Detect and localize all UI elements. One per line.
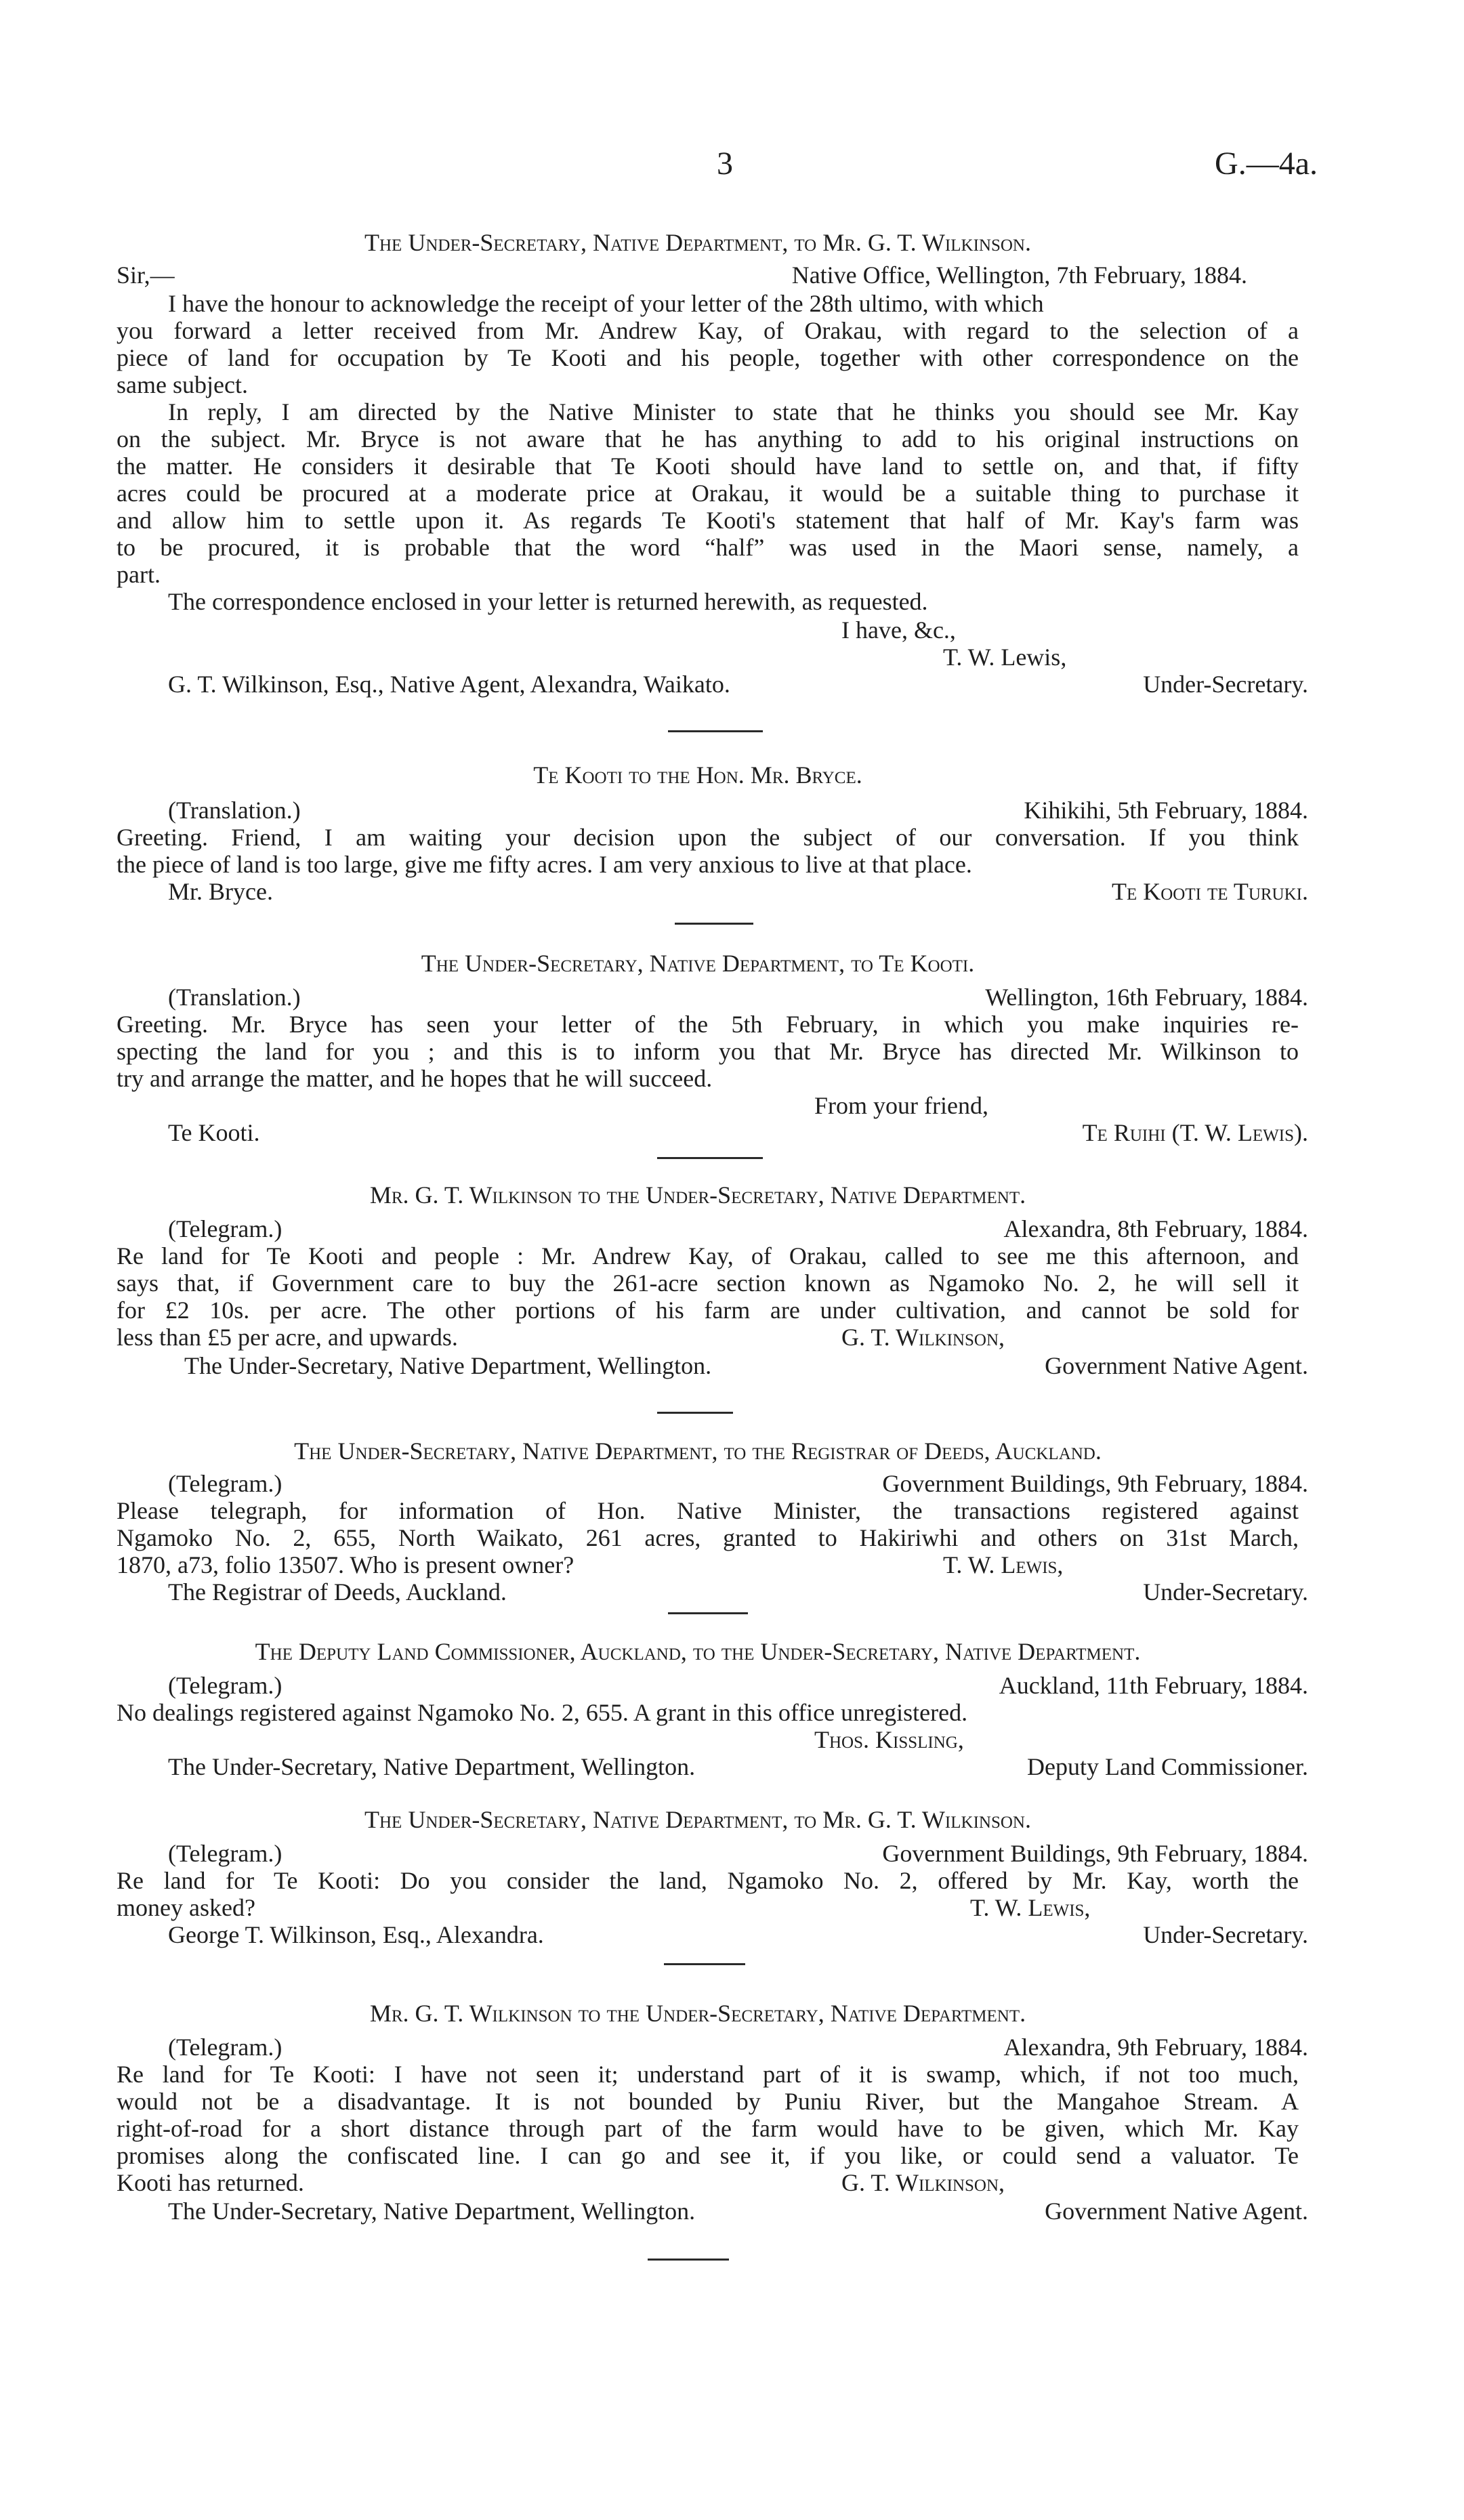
body-line: same subject. (117, 371, 248, 398)
translation-note: (Translation.) (168, 984, 301, 1011)
body-line: money asked? (117, 1894, 255, 1921)
place-date: Wellington, 16th February, 1884. (985, 984, 1308, 1011)
letter-heading: The Under-Secretary, Native Department, to Te Kooti. (421, 950, 975, 977)
signer-title: Deputy Land Commissioner. (1027, 1753, 1308, 1780)
body-line: Please telegraph, for information of Hon. Native Minister, the transactions registered against (117, 1497, 1299, 1524)
body-line: 1870, a73, folio 13507. Who is present owner? (117, 1551, 574, 1578)
place-date: Government Buildings, 9th February, 1884. (882, 1470, 1308, 1497)
body-line: Kooti has returned. (117, 2169, 304, 2196)
body-line: Re land for Te Kooti: Do you consider the land, Ngamoko No. 2, offered by Mr. Kay, worth the (117, 1867, 1299, 1894)
addressee: The Under-Secretary, Native Department, Wellington. (168, 1753, 696, 1780)
place-date: Auckland, 11th February, 1884. (999, 1672, 1308, 1699)
addressee: G. T. Wilkinson, Esq., Native Agent, Alexandra, Waikato. (168, 671, 730, 698)
letter-heading: Te Kooti to the Hon. Mr. Bryce. (533, 761, 862, 789)
page-number: 3 (717, 146, 733, 182)
signer: T. W. Lewis, (943, 1551, 1064, 1578)
body-line: and allow him to settle upon it. As regards Te Kooti's statement that half of Mr. Kay's farm was (117, 507, 1299, 534)
signer-title: Under-Secretary. (1143, 671, 1308, 698)
translation-note: (Translation.) (168, 797, 301, 824)
body-line: for £2 10s. per acre. The other portions of his farm are under cultivation, and cannot be sold for (117, 1297, 1299, 1324)
section-divider (657, 1412, 733, 1414)
telegram-note: (Telegram.) (168, 1672, 283, 1699)
letter-heading: Mr. G. T. Wilkinson to the Under-Secretary, Native Department. (369, 2000, 1026, 2027)
telegram-note: (Telegram.) (168, 1215, 283, 1242)
body-line: No dealings registered against Ngamoko No. 2, 655. A grant in this office unregistered. (117, 1699, 968, 1726)
body-line: you forward a letter received from Mr. Andrew Kay, of Orakau, with regard to the selection of a (117, 317, 1299, 344)
closing: I have, &c., (841, 616, 956, 644)
body-line: right-of-road for a short distance through part of the farm would have to be given, which Mr. Kay (117, 2115, 1299, 2142)
section-divider (664, 1963, 745, 1965)
signer: Te Ruihi (T. W. Lewis). (1082, 1119, 1308, 1146)
body-line: The correspondence enclosed in your letter is returned herewith, as requested. (168, 588, 928, 615)
signer: T. W. Lewis, (943, 644, 1067, 671)
section-divider (668, 730, 763, 732)
place-date: Native Office, Wellington, 7th February, 1884. (791, 261, 1247, 289)
document-reference: G.—4a. (1215, 146, 1318, 182)
addressee: The Under-Secretary, Native Department, Wellington. (168, 2198, 696, 2225)
body-line: to be procured, it is probable that the word “half” was used in the Maori sense, namely, a (117, 534, 1299, 561)
body-line: try and arrange the matter, and he hopes that he will succeed. (117, 1065, 713, 1092)
addressee: The Registrar of Deeds, Auckland. (168, 1578, 507, 1605)
section-divider (657, 1157, 763, 1159)
body-line: the piece of land is too large, give me fifty acres. I am very anxious to live at that place. (117, 851, 972, 878)
body-line: would not be a disadvantage. It is not bounded by Puniu River, but the Mangahoe Stream. A (117, 2088, 1299, 2115)
body-line: piece of land for occupation by Te Kooti and his people, together with other correspondence on the (117, 344, 1299, 371)
letter-heading: The Deputy Land Commissioner, Auckland, to the Under-Secretary, Native Department. (255, 1638, 1141, 1665)
closing: From your friend, (814, 1092, 988, 1119)
place-date: Alexandra, 9th February, 1884. (1003, 2034, 1308, 2061)
telegram-note: (Telegram.) (168, 1840, 283, 1867)
body-line: Re land for Te Kooti and people : Mr. Andrew Kay, of Orakau, called to see me this afternoon, and (117, 1242, 1299, 1269)
section-divider (675, 923, 753, 925)
signer: T. W. Lewis, (970, 1894, 1091, 1921)
letter-heading: Mr. G. T. Wilkinson to the Under-Secretary, Native Department. (369, 1181, 1026, 1209)
body-line: the matter. He considers it desirable that Te Kooti should have land to settle on, and that, if fifty (117, 453, 1299, 480)
place-date: Government Buildings, 9th February, 1884. (882, 1840, 1308, 1867)
letter-heading: The Under-Secretary, Native Department, to Mr. G. T. Wilkinson. (364, 229, 1031, 256)
body-line: In reply, I am directed by the Native Minister to state that he thinks you should see Mr. Kay (168, 398, 1299, 425)
letter-heading: The Under-Secretary, Native Department, to the Registrar of Deeds, Auckland. (294, 1437, 1102, 1465)
body-line: I have the honour to acknowledge the receipt of your letter of the 28th ultimo, with which (168, 290, 1044, 317)
body-line: promises along the confiscated line. I can go and see it, if you like, or could send a valuator. Te (117, 2142, 1299, 2169)
place-date: Alexandra, 8th February, 1884. (1003, 1215, 1308, 1242)
signer-title: Government Native Agent. (1045, 1352, 1308, 1379)
body-line: Ngamoko No. 2, 655, North Waikato, 261 acres, granted to Hakiriwhi and others on 31st March, (117, 1524, 1299, 1551)
addressee: Te Kooti. (168, 1119, 260, 1146)
body-line: acres could be procured at a moderate price at Orakau, it would be a suitable thing to purchase it (117, 480, 1299, 507)
signer-title: Under-Secretary. (1143, 1578, 1308, 1605)
telegram-note: (Telegram.) (168, 1470, 283, 1497)
signer-title: Government Native Agent. (1045, 2198, 1308, 2225)
body-line: part. (117, 561, 161, 588)
telegram-note: (Telegram.) (168, 2034, 283, 2061)
signer: G. T. Wilkinson, (841, 1324, 1005, 1351)
body-line: Greeting. Friend, I am waiting your decision upon the subject of our conversation. If you think (117, 824, 1299, 851)
signer-title: Under-Secretary. (1143, 1921, 1308, 1948)
signer: G. T. Wilkinson, (841, 2169, 1005, 2196)
salutation: Sir,— (117, 261, 175, 289)
section-divider (648, 2259, 729, 2261)
body-line: less than £5 per acre, and upwards. (117, 1324, 458, 1351)
section-divider (668, 1612, 748, 1614)
body-line: Re land for Te Kooti: I have not seen it; understand part of it is swamp, which, if not too much, (117, 2061, 1299, 2088)
body-line: on the subject. Mr. Bryce is not aware that he has anything to add to his original instructions on (117, 425, 1299, 453)
body-line: specting the land for you ; and this is to inform you that Mr. Bryce has directed Mr. Wilkinson to (117, 1038, 1299, 1065)
signer: Thos. Kissling, (814, 1726, 964, 1753)
body-line: Greeting. Mr. Bryce has seen your letter of the 5th February, in which you make inquiries re- (117, 1011, 1299, 1038)
addressee: George T. Wilkinson, Esq., Alexandra. (168, 1921, 544, 1948)
body-line: says that, if Government care to buy the 261-acre section known as Ngamoko No. 2, he will sell it (117, 1269, 1299, 1297)
addressee: Mr. Bryce. (168, 878, 273, 905)
addressee: The Under-Secretary, Native Department, Wellington. (184, 1352, 712, 1379)
signer: Te Kooti te Turuki. (1111, 878, 1308, 905)
place-date: Kihikihi, 5th February, 1884. (1024, 797, 1308, 824)
letter-heading: The Under-Secretary, Native Department, to Mr. G. T. Wilkinson. (364, 1806, 1031, 1833)
